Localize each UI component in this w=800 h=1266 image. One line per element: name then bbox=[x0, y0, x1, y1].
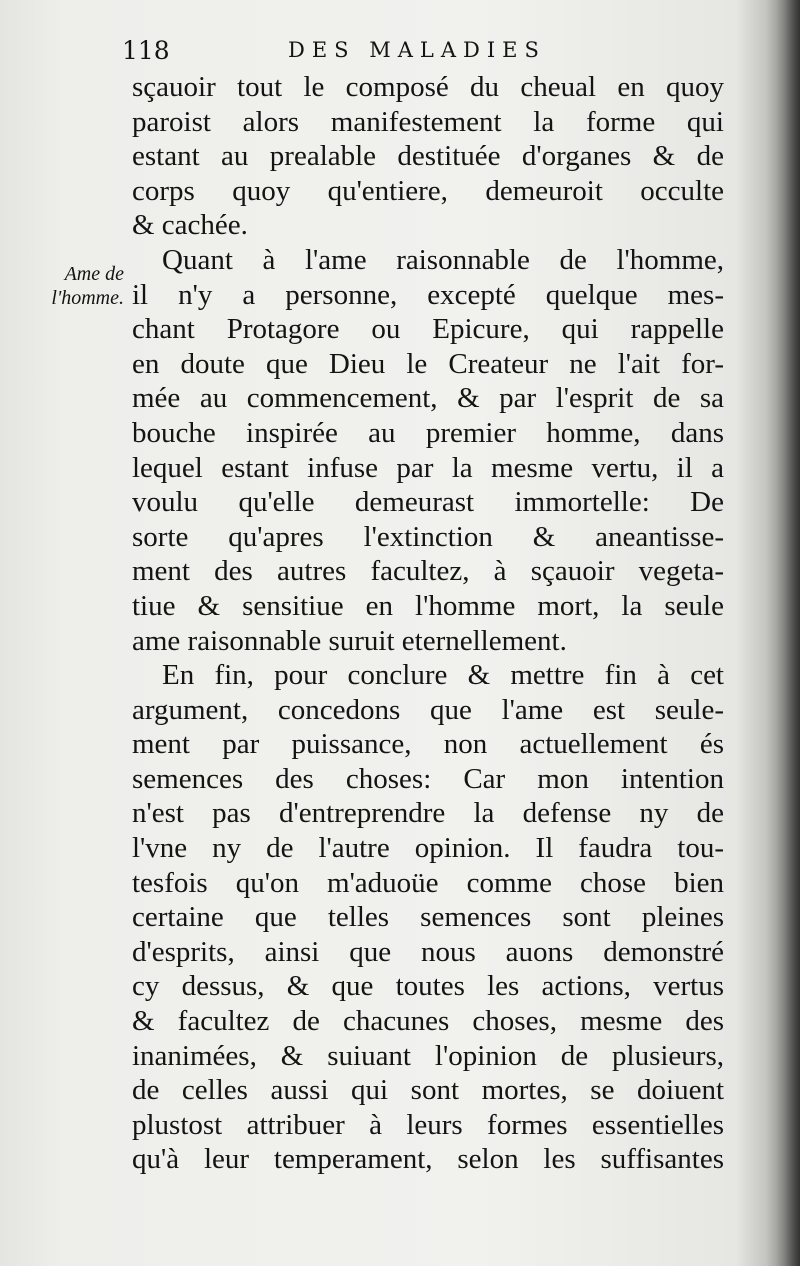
text-line: cy dessus, & que toutes les actions, vertus bbox=[132, 970, 724, 1003]
text-line: sorte qu'apres l'extinction & aneantisse- bbox=[132, 520, 724, 553]
body-text bbox=[132, 70, 724, 1177]
text-line: il n'y a personne, excepté quelque mes- bbox=[132, 278, 724, 311]
text-line: sçauoir tout le composé du cheual en quoy bbox=[132, 71, 724, 103]
running-head: DES MALADIES bbox=[288, 38, 546, 62]
text-line: ment des autres facultez, à sçauoir vegeta- bbox=[132, 555, 724, 588]
text-line: & facultez de chacunes choses, mesme des bbox=[132, 1005, 724, 1038]
text-line: inanimées, & suiuant l'opinion de plusieurs, bbox=[132, 1039, 724, 1072]
text-line: tiue & sensitiue en l'homme mort, la seule bbox=[132, 589, 724, 622]
text-line: plustost attribuer à leurs formes essentielles bbox=[132, 1108, 724, 1141]
text-line: certaine que telles semences sont pleines bbox=[132, 901, 724, 934]
text-line: de celles aussi qui sont mortes, se doiuent bbox=[132, 1074, 724, 1107]
text-line: tesfois qu'on m'aduoüe comme chose bien bbox=[132, 866, 724, 899]
text-line: d'esprits, ainsi que nous auons demonstré bbox=[132, 935, 724, 968]
text-line: ame raisonnable suruit eternellement. bbox=[132, 624, 567, 657]
page-number: 118 bbox=[122, 36, 170, 65]
text-line: voulu qu'elle demeurast immortelle: De bbox=[132, 486, 724, 519]
text-line: lequel estant infuse par la mesme vertu, il a bbox=[132, 451, 724, 484]
text-line: semences des choses: Car mon intention bbox=[132, 762, 724, 795]
page-header bbox=[118, 34, 578, 68]
text-line: corps quoy qu'entiere, demeuroit occulte bbox=[132, 174, 724, 207]
text-line: argument, concedons que l'ame est seule- bbox=[132, 693, 724, 726]
text-line: mée au commencement, & par l'esprit de sa bbox=[132, 382, 724, 415]
marginal-note bbox=[12, 262, 124, 310]
text-line: ment par puissance, non actuellement és bbox=[132, 728, 724, 761]
text-line: l'vne ny de l'autre opinion. Il faudra tou- bbox=[132, 832, 724, 865]
text-line: bouche inspirée au premier homme, dans bbox=[132, 416, 724, 449]
marginal-note-line: Ame de bbox=[64, 263, 124, 285]
text-line: n'est pas d'entreprendre la defense ny de bbox=[132, 797, 724, 830]
text-line: en doute que Dieu le Createur ne l'ait for- bbox=[132, 347, 724, 380]
text-line: chant Protagore ou Epicure, qui rappelle bbox=[132, 313, 724, 346]
text-line: estant au prealable destituée d'organes & de bbox=[132, 140, 724, 173]
paragraph-start-line: Quant à l'ame raisonnable de l'homme, bbox=[162, 243, 724, 276]
text-line: paroist alors manifestement la forme qui bbox=[132, 105, 724, 138]
marginal-note-line: l'homme. bbox=[51, 287, 124, 309]
text-line: & cachée. bbox=[132, 209, 248, 242]
text-line: qu'à leur temperament, selon les suffisantes bbox=[132, 1143, 724, 1176]
paragraph-start-line: En fin, pour conclure & mettre fin à cet bbox=[162, 659, 724, 692]
gutter-shadow bbox=[766, 0, 800, 1266]
